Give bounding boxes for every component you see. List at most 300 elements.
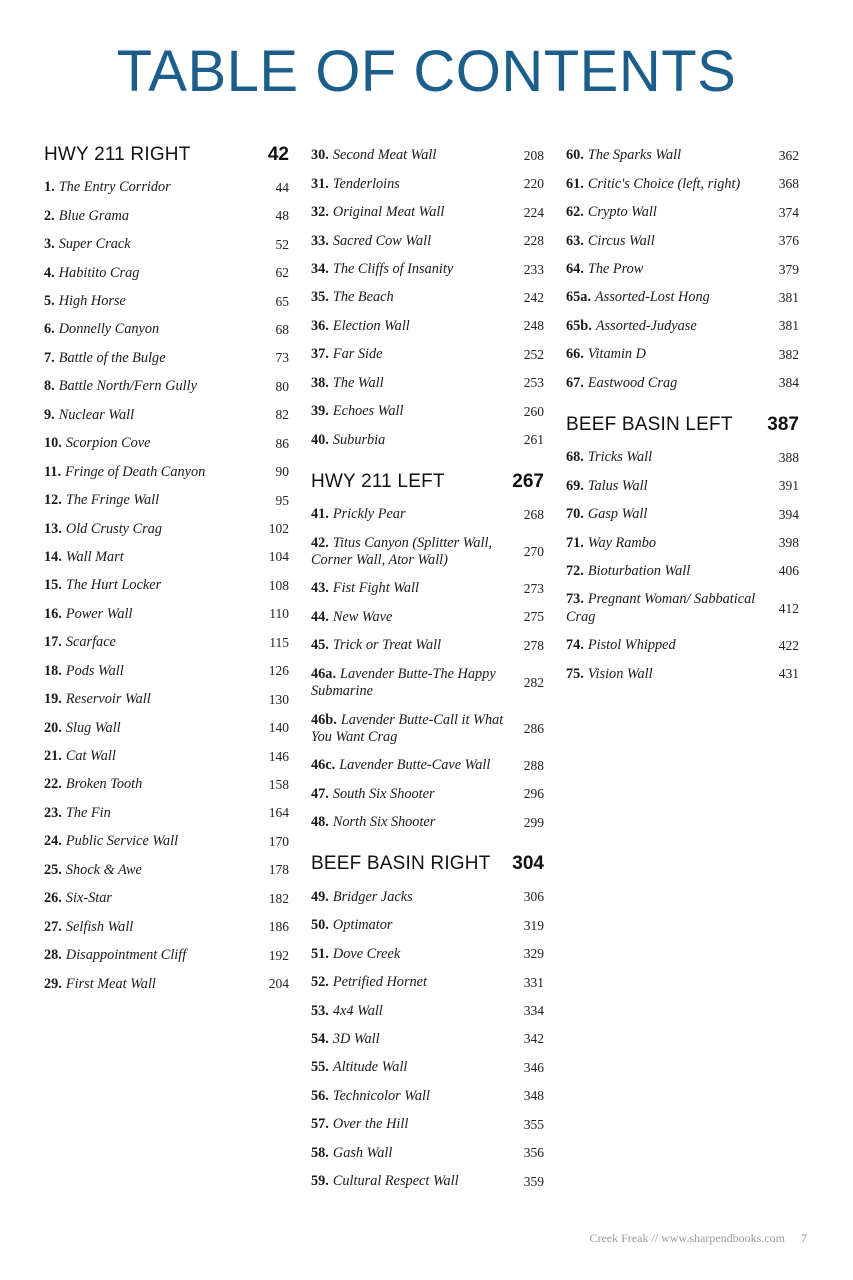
- toc-entry-title: Cultural Respect Wall: [332, 1173, 459, 1190]
- toc-entry-number: 13.: [44, 520, 62, 537]
- toc-entry-page: 431: [778, 666, 799, 682]
- toc-entry-title: Assorted-Judyase: [595, 317, 697, 334]
- toc-entry-title: High Horse: [58, 293, 126, 310]
- section-page-number: 387: [767, 413, 799, 435]
- toc-entry-page: 252: [523, 346, 544, 362]
- toc-entry-page: 412: [778, 600, 799, 616]
- toc-entry[interactable]: [566, 170, 799, 198]
- toc-entry[interactable]: [311, 170, 544, 198]
- toc-entry[interactable]: [566, 632, 799, 660]
- toc-entry-page: 398: [778, 535, 799, 551]
- toc-entry-page: 382: [778, 346, 799, 362]
- toc-entry-page: 260: [523, 403, 544, 419]
- toc-entry-number: 23.: [44, 804, 62, 821]
- toc-entry[interactable]: [311, 706, 544, 752]
- toc-entry-label: [44, 407, 142, 424]
- toc-entry-title: Gash Wall: [332, 1144, 393, 1161]
- toc-entry-title: Nuclear Wall: [58, 406, 135, 423]
- toc-entry-label: [44, 947, 194, 964]
- toc-entry[interactable]: [311, 575, 544, 603]
- toc-entry-title: Sacred Cow Wall: [332, 232, 432, 249]
- toc-entry[interactable]: [566, 227, 799, 255]
- toc-entry-label: [44, 890, 120, 907]
- toc-entry-number: 74.: [566, 637, 584, 654]
- toc-entry-title: Way Rambo: [587, 534, 657, 551]
- toc-entry[interactable]: [311, 312, 544, 340]
- toc-entry-label: [44, 208, 137, 225]
- toc-entry-label: [44, 663, 132, 680]
- toc-entry-number: 47.: [311, 785, 329, 802]
- toc-entry-label: [44, 606, 140, 623]
- toc-entry-number: 21.: [44, 748, 62, 765]
- toc-entry-title: First Meat Wall: [65, 975, 156, 992]
- toc-entry[interactable]: [44, 970, 289, 998]
- toc-entry-label: [311, 637, 449, 654]
- toc-entry[interactable]: [566, 472, 799, 500]
- toc-entry-label: [311, 506, 414, 523]
- toc-entry-title: Habitito Crag: [58, 264, 140, 281]
- toc-entry-page: 95: [275, 492, 289, 508]
- toc-entry-page: 299: [523, 814, 544, 830]
- toc-entry-title: 4x4 Wall: [332, 1002, 383, 1019]
- toc-entry[interactable]: [311, 142, 544, 170]
- toc-entry-page: 334: [523, 1003, 544, 1019]
- toc-entry-label: [566, 478, 656, 495]
- toc-entry-number: 30.: [311, 147, 329, 164]
- toc-entry-page: 204: [268, 976, 289, 992]
- toc-column: [554, 142, 809, 689]
- toc-entry-title: Circus Wall: [587, 232, 655, 249]
- toc-entry-title: Pods Wall: [65, 662, 124, 679]
- toc-entry-label: [44, 265, 147, 282]
- toc-entry[interactable]: [311, 912, 544, 940]
- toc-entry[interactable]: [566, 256, 799, 284]
- toc-entry-number: 8.: [44, 378, 55, 395]
- toc-entry-label: [44, 976, 164, 993]
- toc-entry[interactable]: [566, 369, 799, 397]
- toc-entry-page: 282: [523, 674, 544, 690]
- toc-entry-number: 70.: [566, 506, 584, 523]
- toc-entry[interactable]: [44, 288, 289, 316]
- toc-entry[interactable]: [311, 969, 544, 997]
- toc-entry-number: 4.: [44, 264, 55, 281]
- toc-entry-title: Pregnant Woman/ Sabbatical Crag: [566, 591, 756, 625]
- toc-entry-label: [311, 1173, 467, 1190]
- toc-entry-number: 31.: [311, 175, 329, 192]
- toc-entry-title: Election Wall: [332, 317, 410, 334]
- toc-entry-title: Far Side: [332, 346, 383, 363]
- toc-entry-page: 186: [268, 919, 289, 935]
- toc-entry-number: 12.: [44, 492, 62, 509]
- toc-entry[interactable]: [311, 199, 544, 227]
- toc-entry-page: 242: [523, 289, 544, 305]
- toc-entry[interactable]: [566, 341, 799, 369]
- toc-entry-page: 126: [268, 663, 289, 679]
- toc-entry-label: [44, 862, 150, 879]
- toc-entry-title: Shock & Awe: [65, 861, 142, 878]
- toc-entry[interactable]: [311, 1082, 544, 1110]
- toc-entry[interactable]: [44, 856, 289, 884]
- toc-entry-title: The Hurt Locker: [65, 577, 162, 594]
- toc-entry-number: 19.: [44, 691, 62, 708]
- toc-entry-page: 268: [523, 506, 544, 522]
- toc-entry-title: Critic's Choice (left, right): [587, 175, 741, 192]
- toc-entry[interactable]: [311, 284, 544, 312]
- toc-entry-label: [566, 176, 748, 193]
- toc-entry-title: Talus Wall: [587, 477, 648, 494]
- section-header[interactable]: [311, 851, 544, 875]
- toc-entry[interactable]: [566, 312, 799, 340]
- toc-entry[interactable]: [44, 458, 289, 486]
- toc-entry-number: 54.: [311, 1030, 329, 1047]
- toc-entry-label: [311, 261, 461, 278]
- toc-entry[interactable]: [44, 799, 289, 827]
- toc-entry[interactable]: [311, 603, 544, 631]
- toc-entry[interactable]: [44, 316, 289, 344]
- toc-entry-page: 422: [778, 637, 799, 653]
- toc-entry-number: 18.: [44, 662, 62, 679]
- toc-entry-page: 384: [778, 375, 799, 391]
- toc-entry-label: [44, 919, 141, 936]
- toc-entry-number: 50.: [311, 917, 329, 934]
- toc-entry[interactable]: [311, 660, 544, 706]
- toc-entry-page: 62: [275, 265, 289, 281]
- toc-entry-title: Power Wall: [65, 605, 133, 622]
- toc-entry-title: Lavender Butte-Cave Wall: [339, 757, 491, 774]
- toc-entry-title: Disappointment Cliff: [65, 947, 187, 964]
- section-title: HWY 211 LEFT: [311, 470, 445, 492]
- toc-entry-number: 1.: [44, 179, 55, 196]
- toc-entry-number: 48.: [311, 814, 329, 831]
- toc-entry[interactable]: [566, 557, 799, 585]
- toc-entry-page: 273: [523, 580, 544, 596]
- toc-entry[interactable]: [566, 529, 799, 557]
- toc-entry-label: [44, 492, 167, 509]
- folio-number: 7: [801, 1231, 807, 1245]
- toc-entry-title: Public Service Wall: [65, 833, 179, 850]
- toc-entry-number: 39.: [311, 403, 329, 420]
- toc-entry-label: [311, 204, 452, 221]
- toc-entry-number: 42.: [311, 534, 329, 551]
- toc-entry[interactable]: [311, 752, 544, 780]
- toc-entry[interactable]: [311, 1168, 544, 1196]
- toc-entry-page: 275: [523, 609, 544, 625]
- toc-entry-page: 288: [523, 757, 544, 773]
- toc-entry-page: 104: [268, 549, 289, 565]
- toc-entry-label: [44, 805, 119, 822]
- toc-entry-label: [44, 321, 167, 338]
- toc-entry[interactable]: [311, 780, 544, 808]
- toc-entry-page: 261: [523, 432, 544, 448]
- toc-entry-label: [44, 236, 139, 253]
- toc-entry-page: 342: [523, 1031, 544, 1047]
- toc-entry[interactable]: [566, 142, 799, 170]
- toc-entry-page: 253: [523, 375, 544, 391]
- toc-entry-page: 68: [275, 321, 289, 337]
- toc-entry-page: 346: [523, 1059, 544, 1075]
- toc-entry[interactable]: [311, 1139, 544, 1167]
- toc-entry-title: Slug Wall: [65, 719, 121, 736]
- toc-entry-title: Scorpion Cove: [65, 435, 151, 452]
- toc-entry[interactable]: [311, 529, 544, 575]
- toc-entry[interactable]: [44, 259, 289, 287]
- toc-entry-number: 53.: [311, 1002, 329, 1019]
- toc-entry[interactable]: [44, 430, 289, 458]
- toc-entry-number: 60.: [566, 147, 584, 164]
- toc-entry-title: North Six Shooter: [332, 814, 436, 831]
- toc-entry-page: 379: [778, 261, 799, 277]
- toc-entry-number: 25.: [44, 861, 62, 878]
- toc-entry-number: 46c.: [311, 757, 336, 774]
- toc-entry-title: Broken Tooth: [65, 776, 143, 793]
- toc-entry-page: 362: [778, 147, 799, 163]
- toc-entry-page: 406: [778, 563, 799, 579]
- section-page-number: 267: [512, 470, 544, 492]
- toc-entry-label: [44, 293, 134, 310]
- section-title: BEEF BASIN LEFT: [566, 413, 733, 435]
- toc-entry-label: [311, 814, 443, 831]
- toc-entry-label: [311, 1088, 438, 1105]
- toc-entry-title: Titus Canyon (Splitter Wall, Corner Wall, Ator Wall): [311, 534, 493, 568]
- toc-entry-label: [44, 634, 124, 651]
- toc-entry-page: 233: [523, 261, 544, 277]
- footer-credit: Creek Freak // www.sharpendbooks.com: [589, 1231, 785, 1245]
- toc-entry-number: 59.: [311, 1173, 329, 1190]
- toc-entry[interactable]: [44, 771, 289, 799]
- toc-entry-title: Scarface: [65, 634, 116, 651]
- toc-columns: [0, 104, 853, 1196]
- toc-entry-title: Petrified Hornet: [332, 974, 427, 991]
- toc-entry[interactable]: [566, 199, 799, 227]
- toc-entry-title: Donnelly Canyon: [58, 321, 160, 338]
- toc-entry-title: Battle North/Fern Gully: [58, 378, 197, 395]
- toc-entry-number: 65a.: [566, 289, 592, 306]
- toc-entry-label: [566, 535, 664, 552]
- toc-entry-page: 208: [523, 147, 544, 163]
- toc-entry[interactable]: [311, 940, 544, 968]
- section-page-number: 304: [512, 853, 544, 875]
- toc-entry[interactable]: [311, 883, 544, 911]
- toc-entry-label: [311, 1003, 391, 1020]
- section-header[interactable]: [566, 412, 799, 436]
- toc-entry-number: 28.: [44, 947, 62, 964]
- toc-entry-number: 45.: [311, 637, 329, 654]
- toc-entry-label: [44, 350, 174, 367]
- toc-entry[interactable]: [44, 629, 289, 657]
- toc-entry-number: 58.: [311, 1144, 329, 1161]
- toc-entry-label: [44, 549, 132, 566]
- toc-entry-number: 35.: [311, 289, 329, 306]
- toc-entry-page: 90: [275, 464, 289, 480]
- toc-entry[interactable]: [311, 1025, 544, 1053]
- toc-entry-page: 140: [268, 720, 289, 736]
- toc-entry[interactable]: [44, 202, 289, 230]
- toc-entry-title: Pistol Whipped: [587, 637, 676, 654]
- toc-entry[interactable]: [311, 997, 544, 1025]
- toc-entry-title: 3D Wall: [332, 1030, 380, 1047]
- toc-entry-number: 69.: [566, 477, 584, 494]
- toc-entry-title: Trick or Treat Wall: [332, 637, 442, 654]
- toc-entry-number: 75.: [566, 665, 584, 682]
- toc-entry[interactable]: [44, 657, 289, 685]
- toc-entry-number: 5.: [44, 293, 55, 310]
- toc-entry-page: 331: [523, 974, 544, 990]
- toc-entry[interactable]: [44, 828, 289, 856]
- toc-entry-page: 374: [778, 204, 799, 220]
- toc-entry-title: Fringe of Death Canyon: [65, 463, 206, 480]
- toc-entry-label: [566, 666, 661, 683]
- toc-entry-number: 72.: [566, 562, 584, 579]
- toc-entry[interactable]: [311, 501, 544, 529]
- toc-entry[interactable]: [44, 913, 289, 941]
- toc-entry-page: 329: [523, 946, 544, 962]
- toc-entry-title: Battle of the Bulge: [58, 349, 166, 366]
- toc-entry[interactable]: [566, 444, 799, 472]
- toc-entry-number: 11.: [44, 463, 62, 480]
- toc-entry[interactable]: [311, 227, 544, 255]
- toc-entry-number: 44.: [311, 608, 329, 625]
- toc-entry-title: Altitude Wall: [332, 1059, 408, 1076]
- toc-entry[interactable]: [566, 284, 799, 312]
- toc-entry-number: 37.: [311, 346, 329, 363]
- toc-entry-page: 110: [269, 606, 289, 622]
- toc-entry[interactable]: [44, 401, 289, 429]
- toc-entry-label: [311, 233, 439, 250]
- toc-entry-label: [311, 946, 408, 963]
- toc-entry-page: 296: [523, 786, 544, 802]
- toc-entry-label: [311, 176, 408, 193]
- toc-entry[interactable]: [44, 686, 289, 714]
- toc-entry-title: The Beach: [332, 289, 394, 306]
- toc-entry-number: 24.: [44, 833, 62, 850]
- toc-entry-title: The Fringe Wall: [65, 492, 160, 509]
- toc-entry-label: [566, 375, 685, 392]
- toc-entry[interactable]: [44, 942, 289, 970]
- toc-entry[interactable]: [311, 1054, 544, 1082]
- toc-entry-number: 68.: [566, 449, 584, 466]
- toc-entry-page: 355: [523, 1116, 544, 1132]
- toc-entry[interactable]: [44, 714, 289, 742]
- toc-entry-page: 359: [523, 1173, 544, 1189]
- toc-entry[interactable]: [566, 660, 799, 688]
- toc-entry-page: 319: [523, 917, 544, 933]
- toc-entry[interactable]: [311, 369, 544, 397]
- toc-entry-label: [44, 435, 158, 452]
- toc-entry-label: [44, 691, 159, 708]
- toc-entry[interactable]: [44, 174, 289, 202]
- toc-entry-number: 38.: [311, 374, 329, 391]
- toc-entry-number: 57.: [311, 1116, 329, 1133]
- toc-entry-title: Technicolor Wall: [332, 1087, 430, 1104]
- toc-entry-number: 41.: [311, 506, 329, 523]
- toc-entry-number: 3.: [44, 236, 55, 253]
- toc-entry-page: 115: [269, 634, 289, 650]
- toc-entry-label: [44, 378, 205, 395]
- toc-entry-label: [311, 786, 443, 803]
- toc-entry-page: 391: [778, 478, 799, 494]
- toc-entry-number: 22.: [44, 776, 62, 793]
- toc-entry-title: Vitamin D: [587, 346, 646, 363]
- toc-entry[interactable]: [44, 344, 289, 372]
- toc-entry[interactable]: [44, 543, 289, 571]
- toc-entry-number: 32.: [311, 204, 329, 221]
- toc-entry[interactable]: [44, 231, 289, 259]
- toc-entry[interactable]: [311, 256, 544, 284]
- toc-entry-number: 56.: [311, 1087, 329, 1104]
- toc-entry-label: [311, 147, 444, 164]
- toc-entry-number: 46b.: [311, 711, 337, 728]
- section-header[interactable]: [311, 469, 544, 493]
- toc-entry-label: [311, 403, 411, 420]
- toc-entry-title: Tricks Wall: [587, 449, 653, 466]
- toc-entry-label: [311, 1116, 416, 1133]
- toc-entry-title: Super Crack: [58, 236, 131, 253]
- toc-entry-title: Suburbia: [332, 431, 386, 448]
- toc-entry-title: Original Meat Wall: [332, 204, 445, 221]
- toc-entry[interactable]: [311, 632, 544, 660]
- toc-entry-title: Dove Creek: [332, 945, 401, 962]
- toc-entry[interactable]: [566, 501, 799, 529]
- toc-entry-number: 51.: [311, 945, 329, 962]
- toc-entry[interactable]: [311, 809, 544, 837]
- section-header[interactable]: [44, 142, 289, 166]
- toc-entry-number: 61.: [566, 175, 584, 192]
- toc-entry-label: [566, 318, 705, 335]
- toc-entry-label: [566, 506, 655, 523]
- toc-entry-page: 278: [523, 637, 544, 653]
- toc-entry-number: 17.: [44, 634, 62, 651]
- toc-entry-label: [311, 375, 392, 392]
- toc-entry[interactable]: [44, 743, 289, 771]
- toc-entry-page: 82: [275, 407, 289, 423]
- toc-entry-number: 26.: [44, 890, 62, 907]
- toc-entry-number: 46a.: [311, 665, 337, 682]
- toc-entry-label: [311, 889, 421, 906]
- toc-entry[interactable]: [311, 426, 544, 454]
- toc-entry-page: 270: [523, 543, 544, 559]
- toc-entry-page: 65: [275, 293, 289, 309]
- toc-entry-label: [566, 204, 665, 221]
- toc-entry[interactable]: [44, 515, 289, 543]
- toc-entry-page: 248: [523, 318, 544, 334]
- toc-entry-label: [44, 776, 150, 793]
- toc-entry[interactable]: [311, 341, 544, 369]
- toc-entry[interactable]: [44, 487, 289, 515]
- toc-entry-label: [566, 591, 773, 626]
- toc-entry-title: The Cliffs of Insanity: [332, 261, 454, 278]
- toc-entry-title: The Entry Corridor: [58, 179, 171, 196]
- toc-entry-page: 170: [268, 833, 289, 849]
- toc-entry-page: 224: [523, 204, 544, 220]
- toc-entry-page: 146: [268, 748, 289, 764]
- toc-entry-page: 164: [268, 805, 289, 821]
- toc-entry-label: [311, 609, 400, 626]
- toc-entry-title: Optimator: [332, 917, 393, 934]
- toc-entry-label: [311, 712, 518, 747]
- toc-entry[interactable]: [44, 885, 289, 913]
- toc-entry[interactable]: [566, 586, 799, 632]
- toc-entry[interactable]: [311, 1111, 544, 1139]
- toc-entry[interactable]: [44, 572, 289, 600]
- toc-entry[interactable]: [44, 373, 289, 401]
- toc-entry[interactable]: [311, 398, 544, 426]
- toc-entry-title: The Wall: [332, 374, 384, 391]
- toc-entry-number: 43.: [311, 580, 329, 597]
- toc-entry-number: 14.: [44, 548, 62, 565]
- toc-entry-title: Assorted-Lost Hong: [595, 289, 710, 306]
- toc-entry[interactable]: [44, 600, 289, 628]
- page-footer: [589, 1231, 807, 1246]
